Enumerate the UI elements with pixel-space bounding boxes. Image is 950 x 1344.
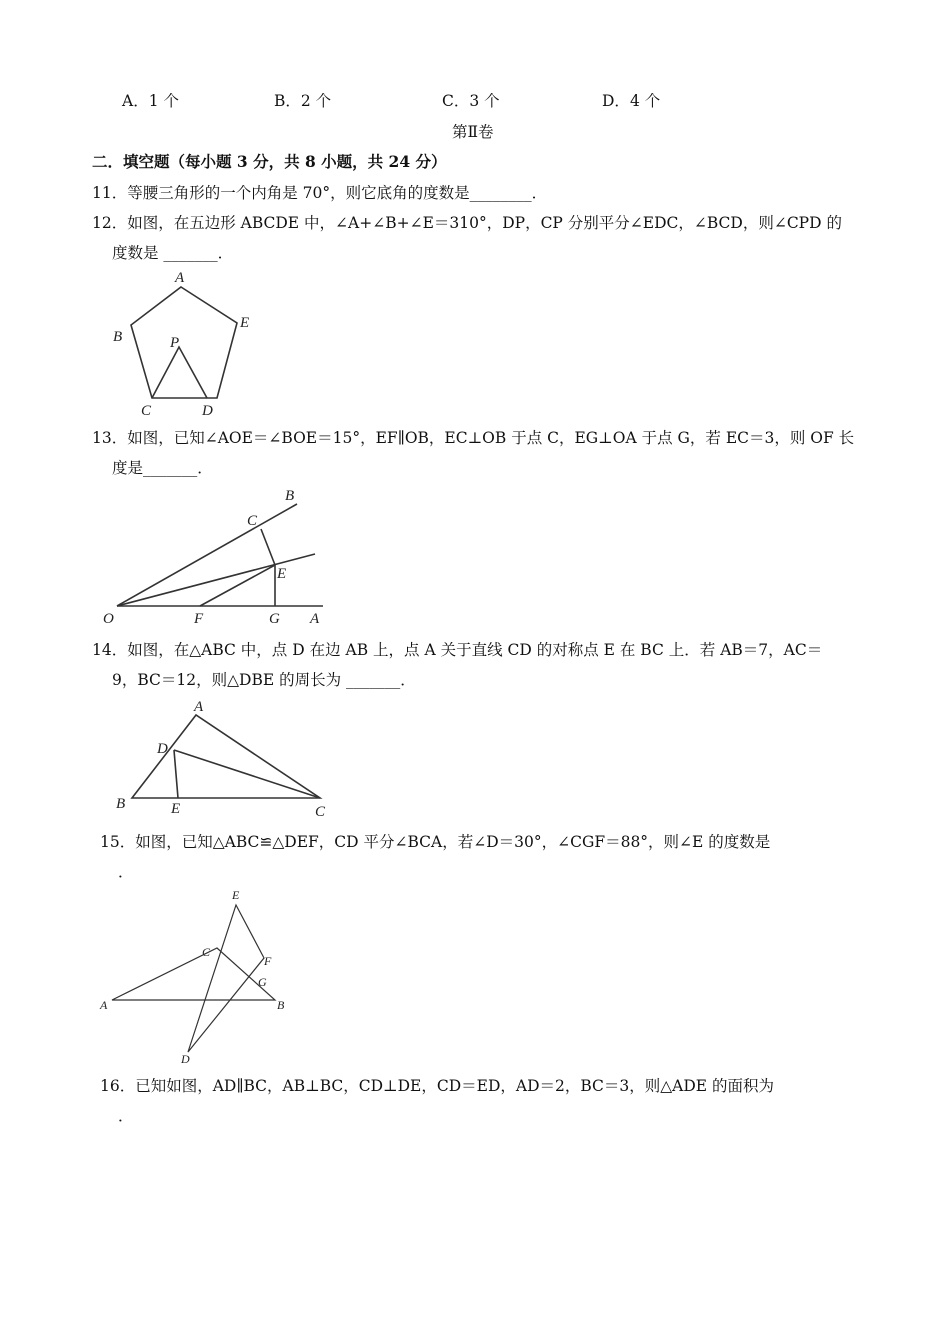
choice-b bbox=[274, 91, 331, 111]
question-15-line2: ． bbox=[118, 863, 134, 881]
segment-dc bbox=[174, 750, 320, 798]
choice-a-letter: A． bbox=[122, 92, 149, 110]
choice-b-text: 2 个 bbox=[300, 92, 332, 110]
label-a: A bbox=[194, 699, 204, 715]
segment-ec bbox=[261, 529, 275, 565]
choice-d bbox=[602, 91, 660, 111]
ray-ob bbox=[117, 504, 297, 606]
choice-b-letter: B． bbox=[274, 92, 301, 110]
label-e: E bbox=[232, 888, 240, 902]
label-g: G bbox=[258, 975, 267, 989]
choice-d-text: 4 个 bbox=[629, 92, 661, 110]
label-d: D bbox=[181, 1052, 190, 1066]
label-d: D bbox=[157, 741, 168, 757]
question-14-line2: 9，BC＝12，则△DBE 的周长为 _______． bbox=[112, 671, 416, 689]
label-c: C bbox=[141, 403, 152, 419]
label-c: C bbox=[315, 804, 326, 820]
angle-figure bbox=[95, 483, 335, 628]
label-o: O bbox=[103, 611, 114, 627]
label-c: C bbox=[202, 945, 211, 959]
question-12-line2: 度数是 _______． bbox=[112, 244, 234, 262]
label-b: B bbox=[116, 796, 126, 812]
congruent-triangles-figure bbox=[95, 885, 295, 1067]
question-13-line1: 13．如图，已知∠AOE＝∠BOE＝15°，EF∥OB，EC⊥OB 于点 C，EG⊥OA 于点 G，若 EC＝3，则 OF 长 bbox=[92, 429, 855, 447]
label-b: B bbox=[285, 488, 295, 504]
question-14-line1: 14．如图，在△ABC 中，点 D 在边 AB 上，点 A 关于直线 CD 的对称点 E 在 BC 上．若 AB＝7，AC＝ bbox=[92, 641, 823, 659]
question-15-line1: 15．如图，已知△ABC≌△DEF，CD 平分∠BCA，若∠D＝30°，∠CGF＝88°，则∠E 的度数是 bbox=[100, 833, 771, 851]
label-e: E bbox=[171, 801, 181, 817]
label-f: F bbox=[194, 611, 204, 627]
label-b: B bbox=[113, 329, 123, 345]
question-12-line1: 12．如图，在五边形 ABCDE 中，∠A+∠B+∠E＝310°，DP，CP 分别平分∠EDC，∠BCD，则∠CPD 的 bbox=[92, 214, 842, 232]
angle-cpd bbox=[152, 347, 207, 398]
pentagon-shape bbox=[131, 287, 237, 398]
label-c: C bbox=[247, 513, 258, 529]
question-16-line1: 16．已知如图，AD∥BC，AB⊥BC，CD⊥DE，CD＝ED，AD＝2，BC＝3，则△ADE 的面积为 bbox=[100, 1077, 775, 1095]
volume-title: 第Ⅱ卷 bbox=[452, 123, 494, 141]
choice-a-text: 1 个 bbox=[148, 92, 179, 110]
section-title: 二．填空题（每小题 3 分，共 8 小题，共 24 分） bbox=[92, 152, 447, 171]
question-16-line2: ． bbox=[118, 1107, 134, 1125]
choice-c-letter: C． bbox=[442, 92, 470, 110]
triangle-def bbox=[188, 905, 264, 1052]
label-f: F bbox=[264, 954, 272, 968]
label-a: A bbox=[100, 998, 108, 1012]
segment-de bbox=[174, 750, 178, 798]
label-e: E bbox=[277, 566, 287, 582]
pentagon-figure bbox=[105, 265, 265, 423]
label-b: B bbox=[277, 998, 285, 1012]
choice-a bbox=[122, 91, 179, 111]
choice-d-letter: D． bbox=[602, 92, 630, 110]
label-d: D bbox=[202, 403, 213, 419]
choice-c-text: 3 个 bbox=[469, 92, 500, 110]
label-p: P bbox=[170, 335, 180, 351]
label-a: A bbox=[175, 270, 185, 286]
choice-c bbox=[442, 91, 500, 111]
label-g: G bbox=[269, 611, 280, 627]
label-a: A bbox=[310, 611, 320, 627]
triangle-abc-figure bbox=[110, 695, 335, 825]
label-e: E bbox=[240, 315, 250, 331]
question-13-line2: 度是_______． bbox=[112, 459, 213, 477]
segment-ef bbox=[200, 565, 275, 606]
question-11: 11．等腰三角形的一个内角是 70°，则它底角的度数是________． bbox=[92, 184, 548, 202]
